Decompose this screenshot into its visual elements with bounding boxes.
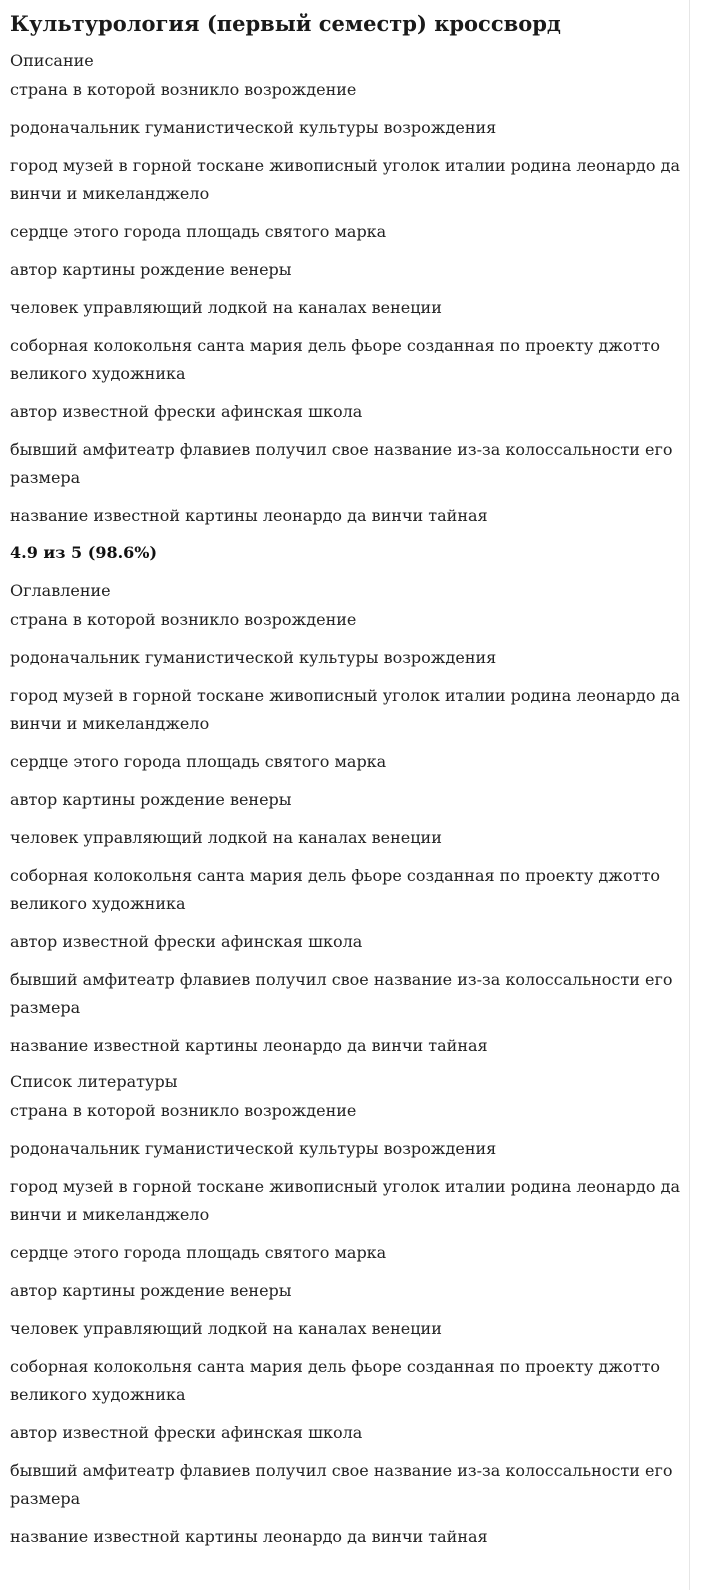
- references-item: соборная колокольня санта мария дель фьоре созданная по проекту джотто великого художника: [10, 1357, 660, 1404]
- toc-item: бывший амфитеатр флавиев получил свое название из-за колоссальности его размера: [10, 970, 673, 1017]
- toc-item: страна в которой возникло возрождение: [10, 610, 357, 629]
- description-item: человек управляющий лодкой на каналах венеции: [10, 298, 442, 317]
- references-item: название известной картины леонардо да винчи тайная: [10, 1527, 488, 1546]
- toc-item: название известной картины леонардо да винчи тайная: [10, 1036, 488, 1055]
- description-item: страна в которой возникло возрождение: [10, 80, 357, 99]
- references-item: автор картины рождение венеры: [10, 1281, 292, 1300]
- references-item: родоначальник гуманистической культуры возрождения: [10, 1139, 497, 1158]
- description-item: название известной картины леонардо да винчи тайная: [10, 506, 488, 525]
- toc-item: автор картины рождение венеры: [10, 790, 292, 809]
- toc-item: автор известной фрески афинская школа: [10, 932, 363, 951]
- references-item: автор известной фрески афинская школа: [10, 1423, 363, 1442]
- description-item: город музей в горной тоскане живописный уголок италии родина леонардо да винчи и микеланджело: [10, 156, 680, 203]
- description-item: родоначальник гуманистической культуры возрождения: [10, 118, 497, 137]
- description-item: бывший амфитеатр флавиев получил свое название из-за колоссальности его размера: [10, 440, 673, 487]
- toc-item: сердце этого города площадь святого марка: [10, 752, 387, 771]
- toc-item: соборная колокольня санта мария дель фьоре созданная по проекту джотто великого художника: [10, 866, 660, 913]
- description-item: автор известной фрески афинская школа: [10, 402, 363, 421]
- description-item: сердце этого города площадь святого марка: [10, 222, 387, 241]
- references-item: сердце этого города площадь святого марка: [10, 1243, 387, 1262]
- references-item: бывший амфитеатр флавиев получил свое название из-за колоссальности его размера: [10, 1461, 673, 1508]
- toc-heading: Оглавление: [10, 581, 111, 600]
- toc-item: родоначальник гуманистической культуры возрождения: [10, 648, 497, 667]
- toc-item: город музей в горной тоскане живописный уголок италии родина леонардо да винчи и микеланджело: [10, 686, 680, 733]
- description-item: автор картины рождение венеры: [10, 260, 292, 279]
- references-item: город музей в горной тоскане живописный уголок италии родина леонардо да винчи и микеланджело: [10, 1177, 680, 1224]
- rating-text: 4.9 из 5 (98.6%): [10, 543, 158, 562]
- page-title: Культурология (первый семестр) кроссворд: [10, 11, 561, 36]
- references-item: страна в которой возникло возрождение: [10, 1101, 357, 1120]
- references-heading: Список литературы: [10, 1072, 178, 1091]
- description-item: соборная колокольня санта мария дель фьоре созданная по проекту джотто великого художника: [10, 336, 660, 383]
- toc-item: человек управляющий лодкой на каналах венеции: [10, 828, 442, 847]
- description-heading: Описание: [10, 51, 94, 70]
- references-item: человек управляющий лодкой на каналах венеции: [10, 1319, 442, 1338]
